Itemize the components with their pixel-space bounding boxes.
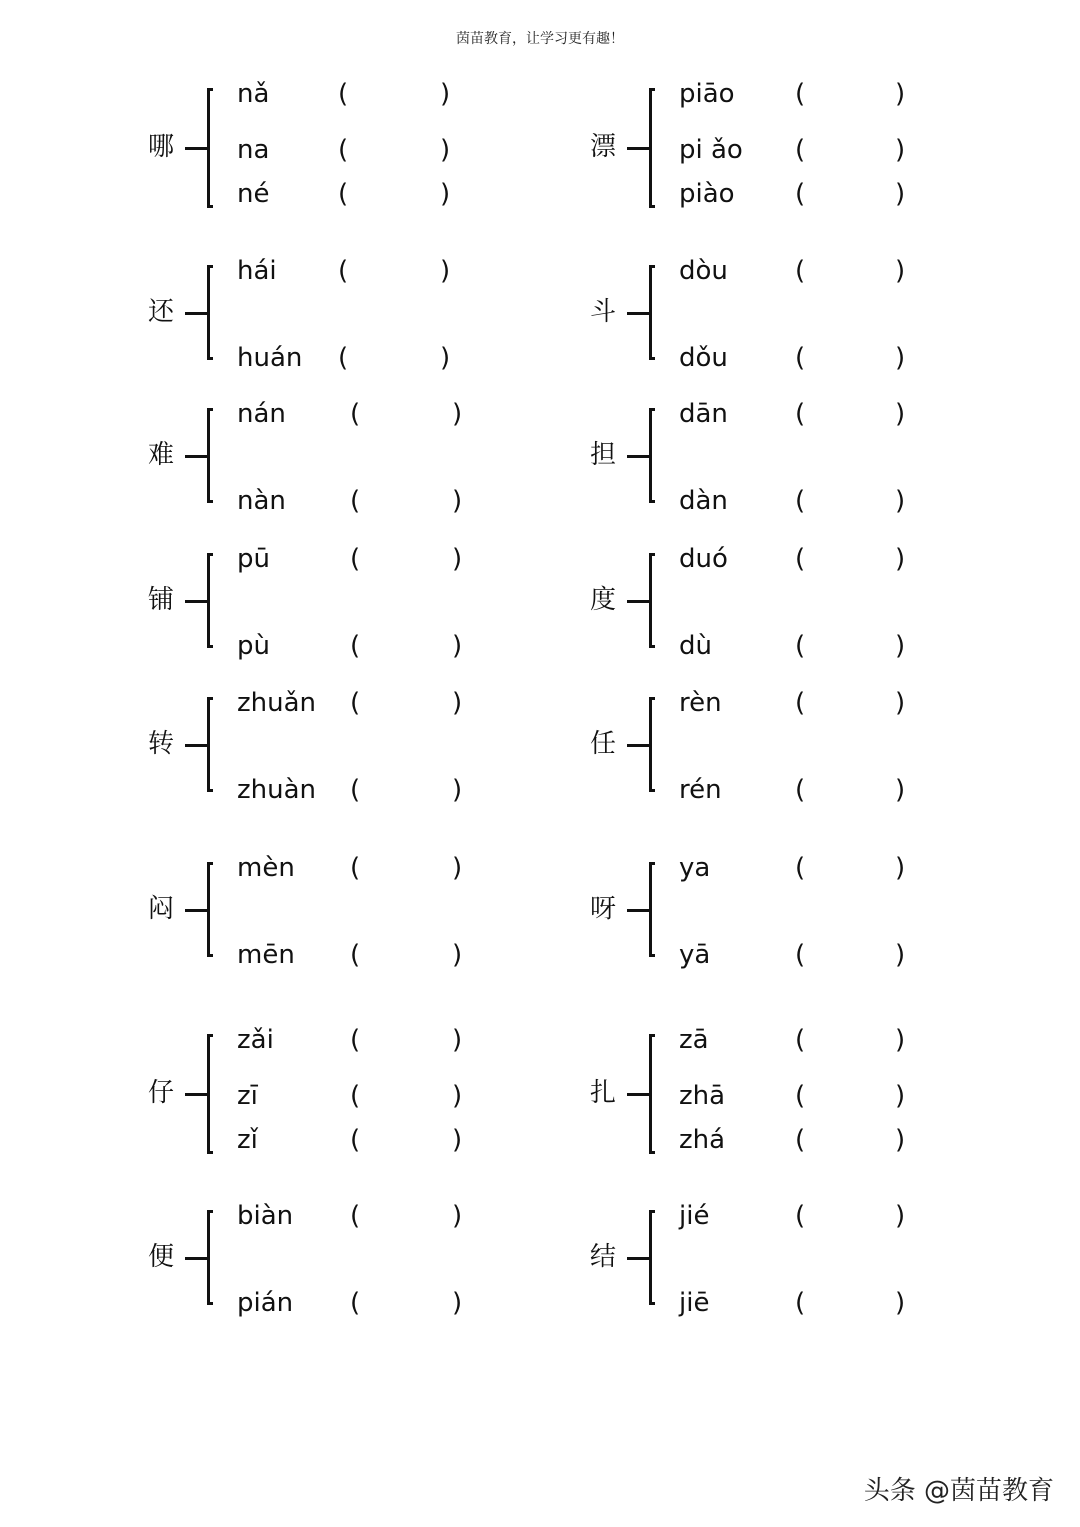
chinese-character: 呀 <box>590 893 617 924</box>
pinyin-reading: yā <box>679 940 711 970</box>
answer-paren-close: ) <box>440 135 451 165</box>
chinese-character: 仔 <box>148 1078 175 1108</box>
pinyin-reading: dòu <box>679 256 728 286</box>
answer-paren-open: ( <box>795 256 806 286</box>
pinyin-reading: nǎ <box>237 79 270 109</box>
pinyin-reading: zhuàn <box>237 775 317 805</box>
answer-paren-close: ) <box>895 688 906 718</box>
pinyin-reading: duó <box>679 544 728 574</box>
answer-paren-close: ) <box>895 79 906 109</box>
answer-paren-close: ) <box>452 1081 463 1111</box>
brace <box>207 265 213 360</box>
chinese-character: 担 <box>590 439 617 470</box>
chinese-character: 漂 <box>590 132 617 162</box>
answer-paren-close: ) <box>440 79 451 109</box>
answer-paren-open: ( <box>795 1288 806 1318</box>
chinese-character: 度 <box>590 584 617 615</box>
answer-paren-open: ( <box>795 399 806 429</box>
answer-paren-close: ) <box>895 1125 906 1155</box>
brace <box>207 1034 213 1154</box>
brace <box>207 697 213 792</box>
answer-paren-close: ) <box>452 775 463 805</box>
answer-paren-close: ) <box>895 853 906 883</box>
brace <box>649 408 655 503</box>
pinyin-reading: zǎi <box>237 1025 274 1055</box>
answer-paren-open: ( <box>795 79 806 109</box>
pinyin-reading: pù <box>237 631 270 661</box>
answer-paren-open: ( <box>350 631 361 661</box>
brace <box>207 88 213 208</box>
brace-stem <box>185 455 208 458</box>
chinese-character: 铺 <box>148 584 175 615</box>
chinese-character: 扎 <box>590 1078 617 1108</box>
brace-stem <box>627 455 650 458</box>
answer-paren-close: ) <box>440 343 451 373</box>
answer-paren-open: ( <box>350 688 361 718</box>
pinyin-reading: dù <box>679 631 712 661</box>
brace <box>207 553 213 648</box>
answer-paren-open: ( <box>795 135 806 165</box>
pinyin-reading: mēn <box>237 940 295 970</box>
brace-stem <box>627 744 650 747</box>
answer-paren-open: ( <box>350 544 361 574</box>
answer-paren-close: ) <box>452 399 463 429</box>
brace-stem <box>185 1257 208 1260</box>
brace <box>649 88 655 208</box>
pinyin-reading: jiē <box>679 1288 710 1318</box>
answer-paren-close: ) <box>895 256 906 286</box>
answer-paren-open: ( <box>338 256 349 286</box>
brace <box>207 862 213 957</box>
brace-stem <box>185 1093 208 1096</box>
pinyin-reading: na <box>237 135 270 165</box>
answer-paren-close: ) <box>895 399 906 429</box>
answer-paren-close: ) <box>895 135 906 165</box>
answer-paren-close: ) <box>452 1125 463 1155</box>
answer-paren-open: ( <box>350 399 361 429</box>
answer-paren-open: ( <box>350 775 361 805</box>
answer-paren-close: ) <box>452 1025 463 1055</box>
answer-paren-close: ) <box>452 940 463 970</box>
answer-paren-close: ) <box>452 853 463 883</box>
answer-paren-open: ( <box>795 940 806 970</box>
pinyin-reading: zhā <box>679 1081 726 1111</box>
answer-paren-open: ( <box>350 1081 361 1111</box>
brace-stem <box>185 312 208 315</box>
pinyin-reading: piāo <box>679 79 735 109</box>
pinyin-reading: dàn <box>679 486 728 516</box>
answer-paren-open: ( <box>795 1025 806 1055</box>
pinyin-reading: rèn <box>679 688 722 718</box>
chinese-character: 闷 <box>148 893 175 924</box>
answer-paren-open: ( <box>795 1201 806 1231</box>
answer-paren-open: ( <box>795 179 806 209</box>
brace-stem <box>627 600 650 603</box>
answer-paren-close: ) <box>895 343 906 373</box>
answer-paren-open: ( <box>795 544 806 574</box>
brace <box>649 553 655 648</box>
brace-stem <box>627 909 650 912</box>
pinyin-reading: zā <box>679 1025 709 1055</box>
answer-paren-open: ( <box>795 343 806 373</box>
brace <box>649 697 655 792</box>
answer-paren-close: ) <box>440 256 451 286</box>
chinese-character: 难 <box>148 439 175 470</box>
pinyin-reading: piào <box>679 179 735 209</box>
answer-paren-open: ( <box>795 631 806 661</box>
chinese-character: 还 <box>148 296 175 327</box>
answer-paren-close: ) <box>895 179 906 209</box>
answer-paren-close: ) <box>452 544 463 574</box>
answer-paren-close: ) <box>895 1025 906 1055</box>
brace-stem <box>627 312 650 315</box>
answer-paren-open: ( <box>350 486 361 516</box>
answer-paren-close: ) <box>895 1201 906 1231</box>
answer-paren-close: ) <box>895 544 906 574</box>
pinyin-reading: pián <box>237 1288 294 1318</box>
answer-paren-close: ) <box>452 1201 463 1231</box>
answer-paren-open: ( <box>795 853 806 883</box>
brace-stem <box>627 147 650 150</box>
brace <box>649 265 655 360</box>
answer-paren-open: ( <box>350 1201 361 1231</box>
answer-paren-open: ( <box>338 343 349 373</box>
answer-paren-close: ) <box>440 179 451 209</box>
pinyin-reading: dān <box>679 399 728 429</box>
page-header: 茵苗教育，让学习更有趣！ <box>456 31 624 47</box>
pinyin-reading: pū <box>237 544 270 574</box>
answer-paren-open: ( <box>338 179 349 209</box>
answer-paren-open: ( <box>338 135 349 165</box>
pinyin-reading: pi ǎo <box>679 135 743 165</box>
pinyin-reading: nàn <box>237 486 286 516</box>
pinyin-reading: zī <box>237 1081 258 1111</box>
pinyin-reading: mèn <box>237 853 295 883</box>
answer-paren-open: ( <box>795 486 806 516</box>
answer-paren-open: ( <box>795 1125 806 1155</box>
brace-stem <box>627 1257 650 1260</box>
brace <box>649 862 655 957</box>
pinyin-reading: zhuǎn <box>237 688 317 718</box>
answer-paren-close: ) <box>895 940 906 970</box>
answer-paren-open: ( <box>795 775 806 805</box>
pinyin-reading: ya <box>679 853 711 883</box>
pinyin-reading: dǒu <box>679 343 728 373</box>
pinyin-reading: zǐ <box>237 1125 258 1155</box>
brace-stem <box>627 1093 650 1096</box>
answer-paren-open: ( <box>350 1025 361 1055</box>
answer-paren-close: ) <box>895 486 906 516</box>
answer-paren-open: ( <box>795 1081 806 1111</box>
answer-paren-close: ) <box>895 1081 906 1111</box>
brace-stem <box>185 744 208 747</box>
chinese-character: 斗 <box>590 296 617 327</box>
pinyin-reading: né <box>237 179 270 209</box>
answer-paren-open: ( <box>350 940 361 970</box>
answer-paren-open: ( <box>795 688 806 718</box>
chinese-character: 便 <box>148 1241 175 1272</box>
pinyin-reading: huán <box>237 343 303 373</box>
answer-paren-close: ) <box>895 775 906 805</box>
pinyin-reading: hái <box>237 256 277 286</box>
pinyin-reading: nán <box>237 399 286 429</box>
chinese-character: 任 <box>590 728 617 759</box>
answer-paren-close: ) <box>452 688 463 718</box>
brace <box>207 408 213 503</box>
chinese-character: 哪 <box>148 132 175 162</box>
answer-paren-close: ) <box>452 631 463 661</box>
answer-paren-close: ) <box>895 1288 906 1318</box>
brace-stem <box>185 147 208 150</box>
pinyin-reading: jié <box>679 1201 710 1231</box>
brace <box>649 1210 655 1305</box>
answer-paren-open: ( <box>350 853 361 883</box>
answer-paren-open: ( <box>338 79 349 109</box>
answer-paren-close: ) <box>452 486 463 516</box>
brace-stem <box>185 600 208 603</box>
pinyin-reading: biàn <box>237 1201 294 1231</box>
pinyin-reading: zhá <box>679 1125 726 1155</box>
pinyin-reading: rén <box>679 775 722 805</box>
chinese-character: 转 <box>148 728 175 759</box>
chinese-character: 结 <box>590 1241 617 1272</box>
brace-stem <box>185 909 208 912</box>
watermark: 头条 @茵苗教育 <box>863 1476 1054 1506</box>
answer-paren-close: ) <box>452 1288 463 1318</box>
answer-paren-open: ( <box>350 1288 361 1318</box>
brace <box>207 1210 213 1305</box>
answer-paren-open: ( <box>350 1125 361 1155</box>
brace <box>649 1034 655 1154</box>
answer-paren-close: ) <box>895 631 906 661</box>
